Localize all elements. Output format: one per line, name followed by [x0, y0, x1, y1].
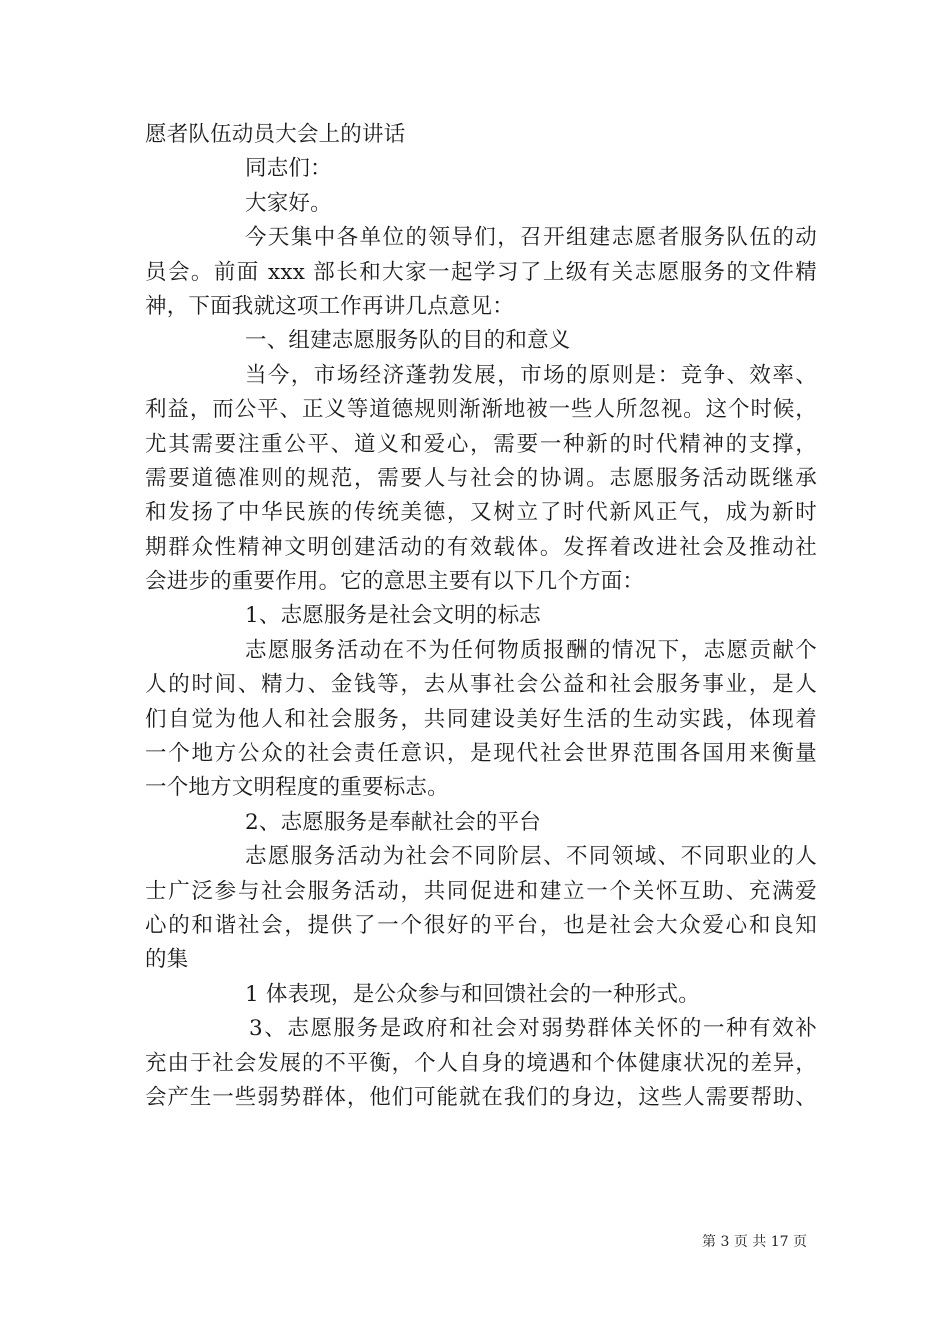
paragraph-line: 士广泛参与社会服务活动，共同促进和建立一个关怀互助、充满爱: [145, 878, 817, 904]
paragraph-line: 会产生一些弱势群体，他们可能就在我们的身边，这些人需要帮助、: [145, 1084, 817, 1110]
paragraph-line: 当今，市场经济蓬勃发展，市场的原则是：竞争、效率、: [245, 362, 817, 388]
paragraph-line: 员会。前面 xxx 部长和大家一起学习了上级有关志愿服务的文件精: [145, 259, 817, 285]
paragraph-line: 志愿服务活动在不为任何物质报酬的情况下，志愿贡献个: [245, 637, 817, 663]
paragraph-line: 的集: [145, 947, 189, 973]
subsection-heading: 1、志愿服务是社会文明的标志: [245, 603, 541, 629]
paragraph-line: 尤其需要注重公平、道义和爱心，需要一种新的时代精神的支撑，: [145, 431, 817, 457]
document-body: [145, 118, 817, 1115]
paragraph-line: 今天集中各单位的领导们，召开组建志愿者服务队伍的动: [245, 225, 817, 251]
paragraph-line: 人的时间、精力、金钱等，去从事社会公益和社会服务事业，是人: [145, 672, 817, 698]
paragraph-line: 一个地方文明程度的重要标志。: [145, 775, 449, 801]
text-line: 愿者队伍动员大会上的讲话: [145, 122, 406, 147]
paragraph-line: 志愿服务活动为社会不同阶层、不同领域、不同职业的人: [245, 844, 817, 870]
greeting: 大家好。: [245, 190, 332, 216]
paragraph-line: 需要道德准则的规范，需要人与社会的协调。志愿服务活动既继承: [145, 465, 817, 491]
paragraph-line: 期群众性精神文明创建活动的有效载体。发挥着改进社会及推动社: [145, 534, 817, 560]
paragraph-line: 心的和谐社会，提供了一个很好的平台，也是社会大众爱心和良知: [145, 912, 817, 938]
paragraph-line: 一个地方公众的社会责任意识，是现代社会世界范围各国用来衡量: [145, 741, 817, 767]
section-heading: 一、组建志愿服务队的目的和意义: [245, 328, 571, 354]
paragraph-line: 充由于社会发展的不平衡，个人自身的境遇和个体健康状况的差异，: [145, 1050, 817, 1076]
paragraph-line: 1 体表现，是公众参与和回馈社会的一种形式。: [245, 981, 700, 1007]
paragraph-line: 会进步的重要作用。它的意思主要有以下几个方面：: [145, 569, 645, 595]
paragraph-line: 们自觉为他人和社会服务，共同建设美好生活的生动实践，体现着: [145, 706, 817, 732]
paragraph-line: 利益，而公平、正义等道德规则渐渐地被一些人所忽视。这个时候，: [145, 397, 817, 423]
paragraph-line: 神，下面我就这项工作再讲几点意见：: [145, 293, 514, 319]
subsection-heading: 2、志愿服务是奉献社会的平台: [245, 809, 541, 835]
paragraph-line: 和发扬了中华民族的传统美德，又树立了时代新风正气，成为新时: [145, 500, 817, 526]
subsection-heading: 3、志愿服务是政府和社会对弱势群体关怀的一种有效补: [249, 1016, 817, 1042]
page-number: 第 3 页 共 17 页: [702, 1234, 807, 1250]
salutation: 同志们：: [245, 156, 332, 182]
